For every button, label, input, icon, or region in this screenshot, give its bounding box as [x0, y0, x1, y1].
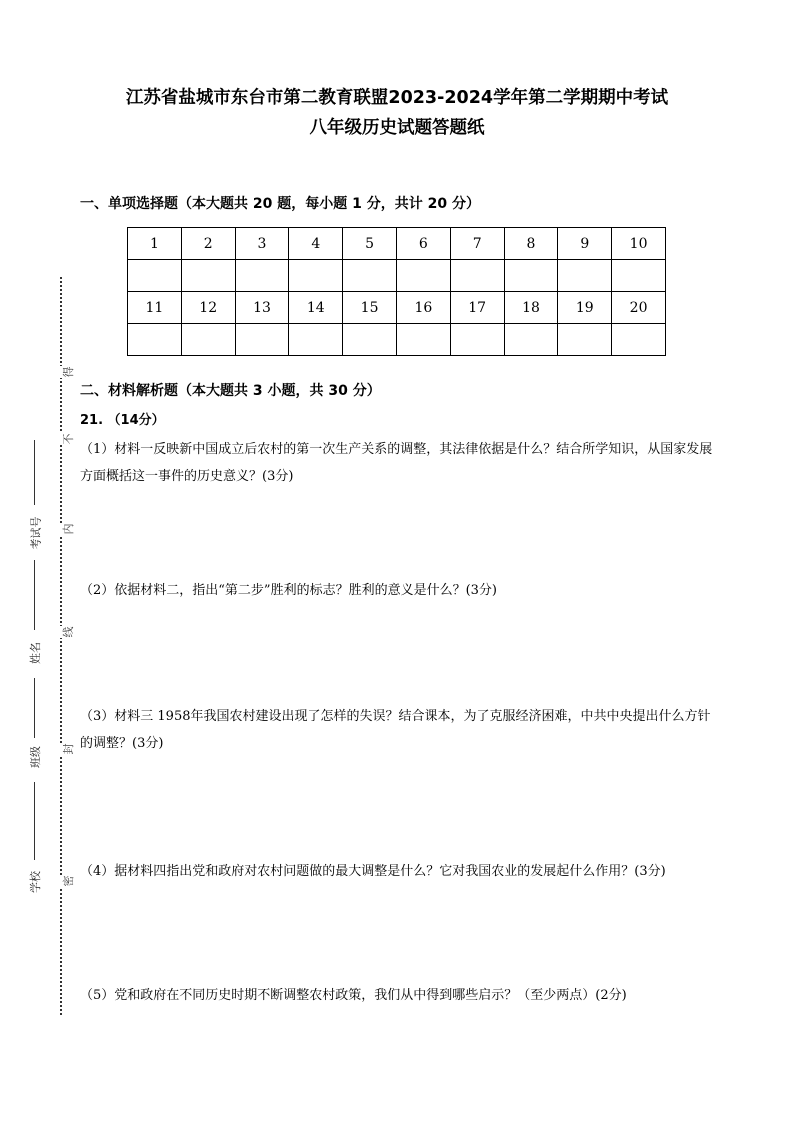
answer-cell[interactable]: [612, 324, 666, 356]
answer-cell[interactable]: [128, 324, 182, 356]
question-number-cell: 10: [612, 228, 666, 260]
answer-area-21-1[interactable]: [80, 492, 720, 572]
section-2-title: 二、材料解析题（本大题共 3 小题，共 30 分）: [80, 383, 381, 399]
seal-char: 线: [62, 626, 75, 638]
question-number-cell: 14: [289, 292, 343, 324]
question-number-cell: 20: [612, 292, 666, 324]
question-21-5: （5）党和政府在不同历史时期不断调整农村政策，我们从中得到哪些启示？（至少两点）(2分): [80, 988, 627, 1003]
class-blank[interactable]: [34, 678, 35, 738]
name-label: 姓名: [29, 642, 42, 664]
answer-cell[interactable]: [343, 324, 397, 356]
question-number-cell: 9: [558, 228, 612, 260]
seal-char: 封: [62, 743, 75, 755]
question-number-cell: 5: [343, 228, 397, 260]
answer-cell[interactable]: [612, 260, 666, 292]
seal-char: 不: [62, 433, 75, 445]
question-number-cell: 17: [450, 292, 504, 324]
answer-cell[interactable]: [504, 324, 558, 356]
exam-title: 江苏省盐城市东台市第二教育联盟2023-2024学年第二学期期中考试: [125, 88, 669, 108]
multiple-choice-answer-grid: [127, 227, 666, 356]
question-21-header: 21. （14分）: [80, 413, 165, 428]
question-number-cell: 11: [128, 292, 182, 324]
seal-char: 得: [62, 366, 75, 378]
question-number-cell: 4: [289, 228, 343, 260]
answer-cell[interactable]: [558, 324, 612, 356]
seal-dotted-line: [60, 277, 62, 1015]
exam-number-label: 考试号: [29, 516, 42, 550]
question-21-4: （4）据材料四指出党和政府对农村问题做的最大调整是什么？它对我国农业的发展起什么作用？(3分): [80, 864, 666, 879]
question-21-2: （2）依据材料二，指出“第二步”胜利的标志？胜利的意义是什么？(3分): [80, 583, 497, 598]
school-blank[interactable]: [34, 782, 35, 860]
answer-cell[interactable]: [235, 260, 289, 292]
section-1-title: 一、单项选择题（本大题共 20 题，每小题 1 分，共计 20 分）: [80, 196, 480, 212]
question-number-cell: 6: [396, 228, 450, 260]
question-number-cell: 16: [396, 292, 450, 324]
answer-cell[interactable]: [289, 324, 343, 356]
answer-cell[interactable]: [396, 324, 450, 356]
answer-cell[interactable]: [504, 260, 558, 292]
question-number-cell: 15: [343, 292, 397, 324]
answer-area-21-5[interactable]: [80, 1011, 720, 1101]
exam-number-blank[interactable]: [34, 440, 35, 505]
answer-row: [128, 260, 666, 292]
question-number-cell: 2: [181, 228, 235, 260]
question-21-3: （3）材料三 1958年我国农村建设出现了怎样的失误？结合课本，为了克服经济困难，中共中央提出什么方针的调整？(3分): [80, 709, 711, 751]
question-21-1: （1）材料一反映新中国成立后农村的第一次生产关系的调整，其法律依据是什么？结合所学知识，从国家发展方面概括这一事件的历史意义？(3分): [80, 442, 713, 484]
seal-char: 密: [62, 875, 75, 887]
school-label: 学校: [29, 871, 42, 893]
class-label: 班级: [29, 746, 42, 768]
question-number-cell: 3: [235, 228, 289, 260]
question-number-cell: 19: [558, 292, 612, 324]
question-number-cell: 13: [235, 292, 289, 324]
question-number-cell: 1: [128, 228, 182, 260]
answer-cell[interactable]: [450, 260, 504, 292]
answer-area-21-3[interactable]: [80, 760, 720, 855]
answer-cell[interactable]: [289, 260, 343, 292]
answer-cell[interactable]: [181, 260, 235, 292]
answer-row: [128, 324, 666, 356]
answer-area-21-2[interactable]: [80, 606, 720, 701]
answer-cell[interactable]: [396, 260, 450, 292]
question-number-cell: 12: [181, 292, 235, 324]
answer-area-21-4[interactable]: [80, 887, 720, 982]
seal-char: 内: [62, 523, 75, 535]
question-number-cell: 8: [504, 228, 558, 260]
question-number-cell: 7: [450, 228, 504, 260]
answer-cell[interactable]: [558, 260, 612, 292]
answer-cell[interactable]: [235, 324, 289, 356]
question-number-cell: 18: [504, 292, 558, 324]
answer-cell[interactable]: [450, 324, 504, 356]
answer-sheet-subtitle: 八年级历史试题答题纸: [309, 118, 485, 138]
answer-cell[interactable]: [343, 260, 397, 292]
question-number-row: [128, 228, 666, 260]
question-number-row: [128, 292, 666, 324]
answer-cell[interactable]: [181, 324, 235, 356]
answer-cell[interactable]: [128, 260, 182, 292]
name-blank[interactable]: [34, 560, 35, 630]
